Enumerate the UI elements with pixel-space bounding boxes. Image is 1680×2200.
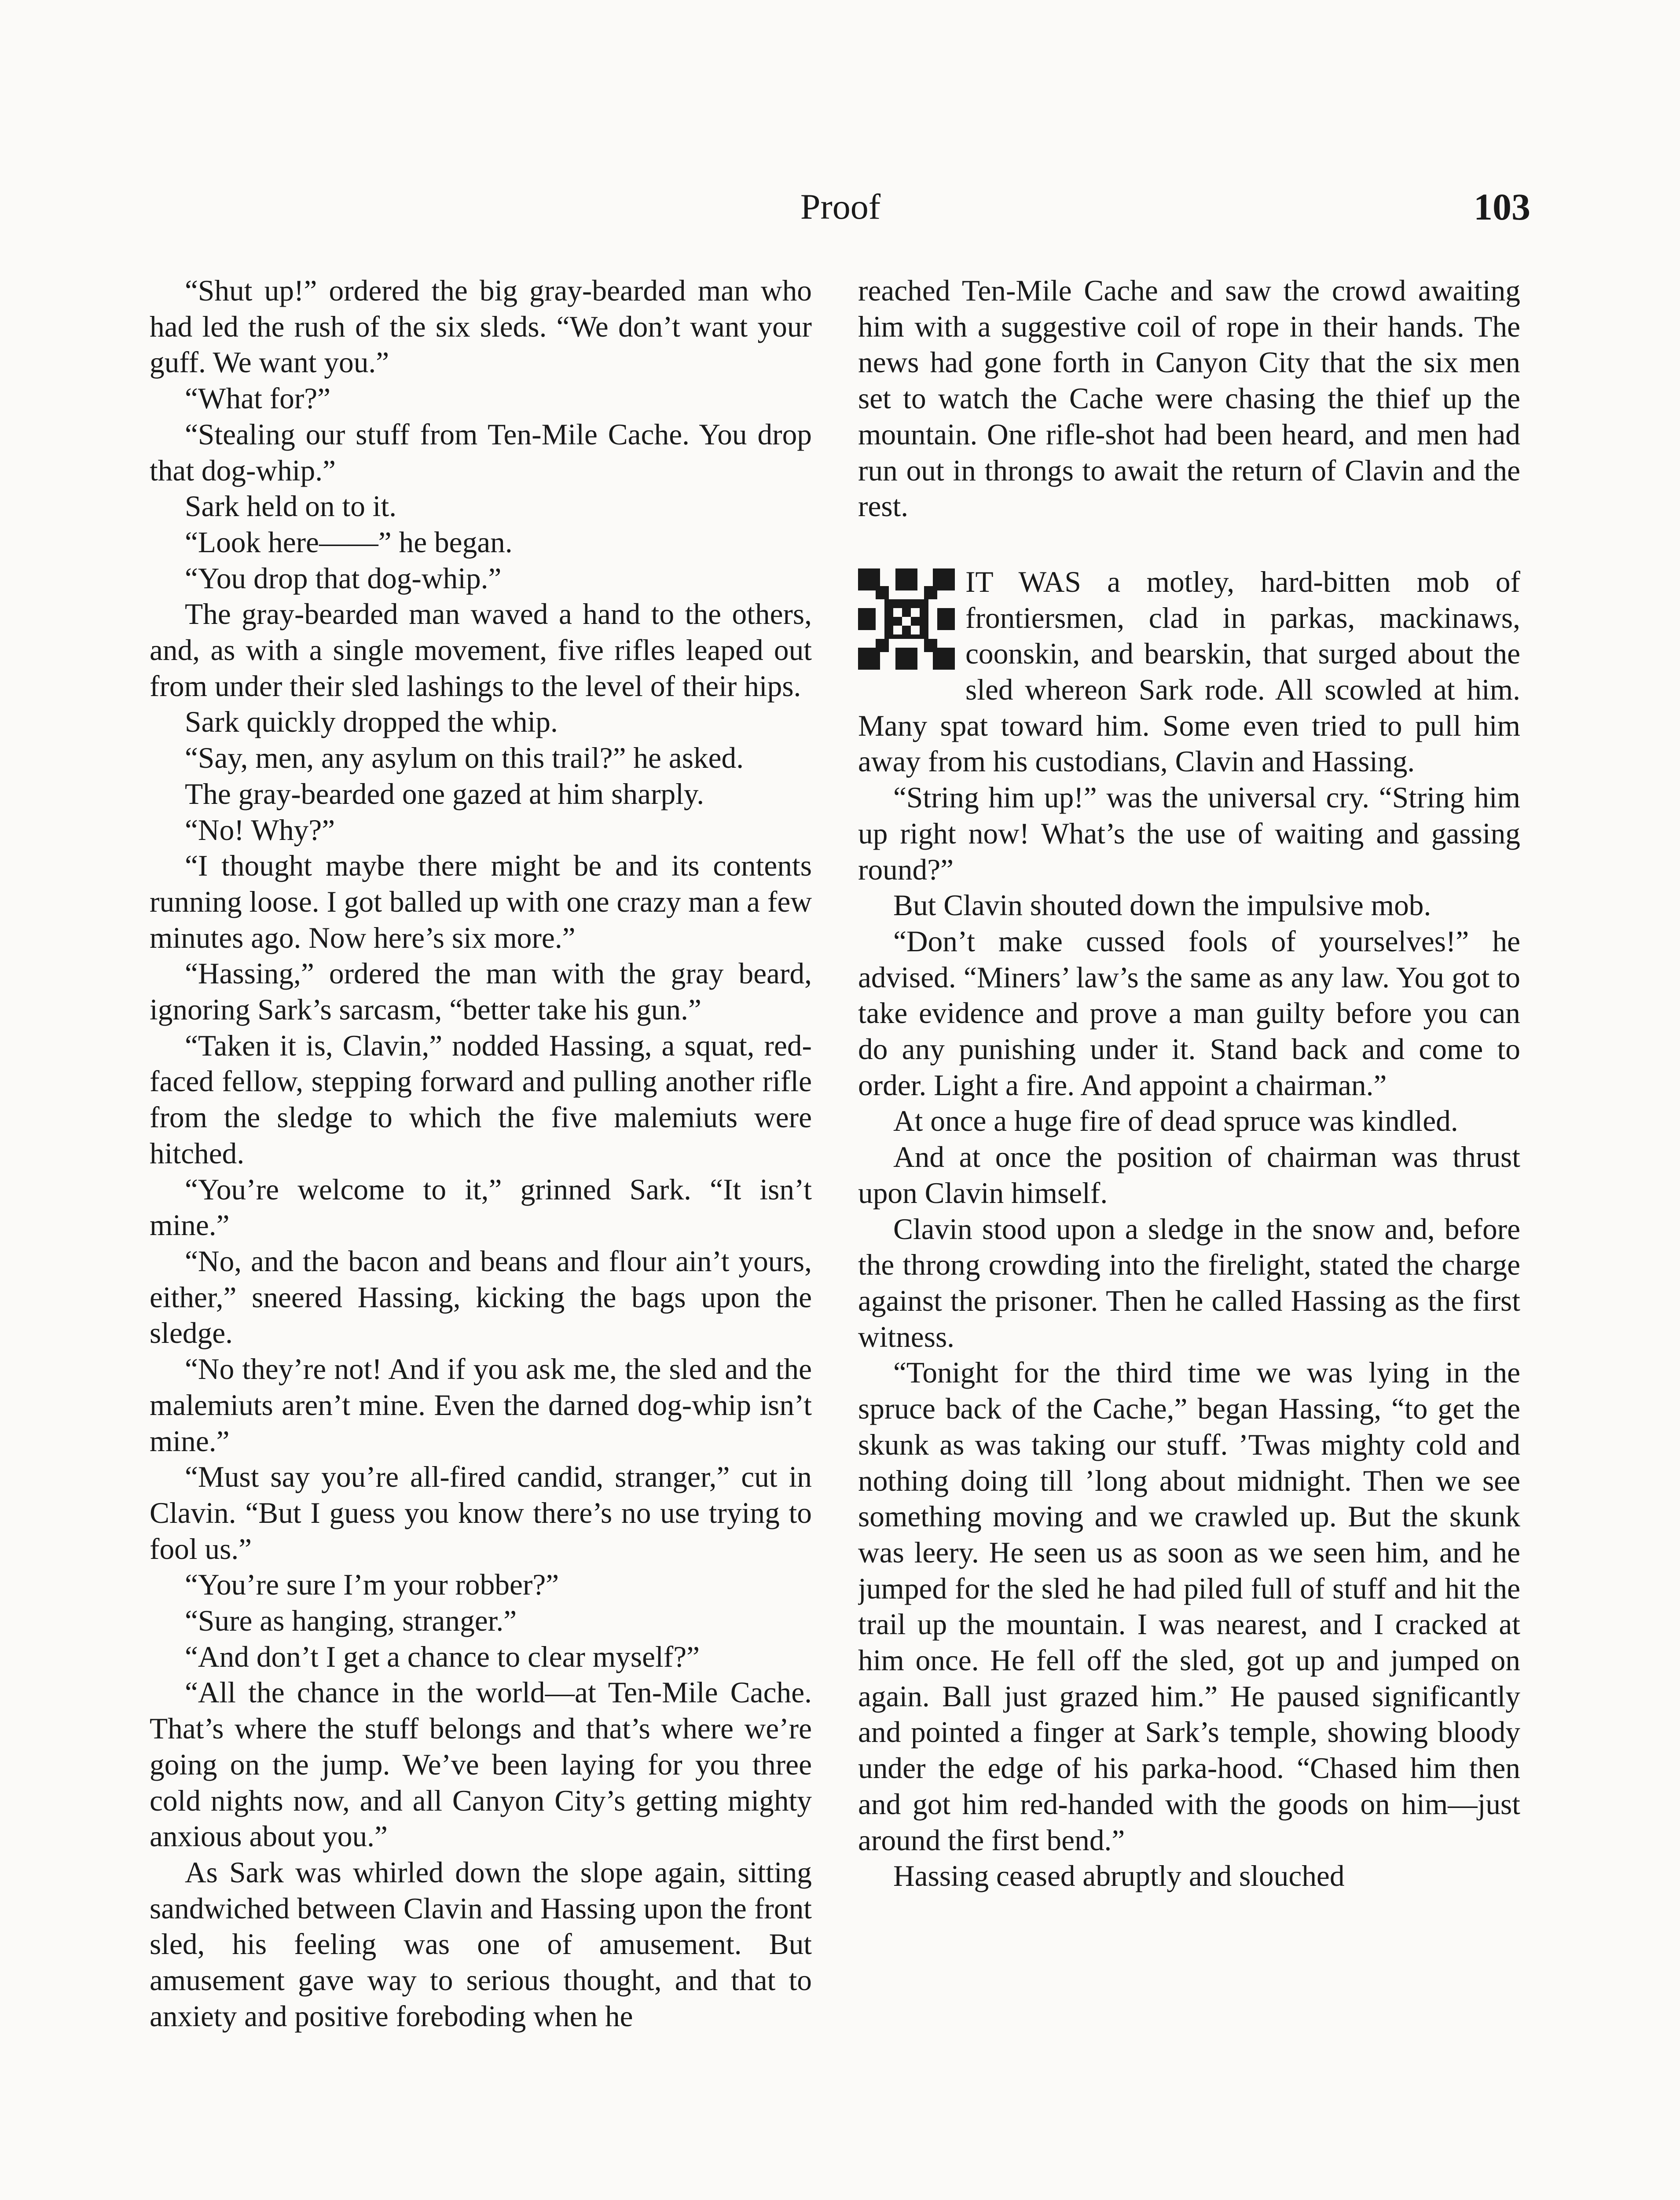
right-column xyxy=(858,273,1520,2200)
paragraph: But Clavin shouted down the impulsive mob. xyxy=(893,889,1431,922)
paragraph: “You’re sure I’m your robber?” xyxy=(185,1568,559,1602)
paragraph: “You drop that dog-whip.” xyxy=(185,561,502,595)
paragraph: At once a huge fire of dead spruce was kindled. xyxy=(893,1104,1458,1138)
paragraph: The gray-bearded one gazed at him sharply. xyxy=(185,777,704,810)
paragraph: Clavin stood upon a sledge in the snow and, before the throng crowding into the firelight, stated the charge against the prisoner. Then he called Hassing as the first witness. xyxy=(858,1212,1520,1353)
paragraph: “No! Why?” xyxy=(185,813,335,847)
paragraph: And at once the position of chairman was thrust upon Clavin himself. xyxy=(858,1140,1520,1210)
paragraph: Sark quickly dropped the whip. xyxy=(185,705,558,739)
paragraph: “Stealing our stuff from Ten-Mile Cache. You drop that dog-whip.” xyxy=(150,418,812,487)
paragraph: “Taken it is, Clavin,” nodded Hassing, a squat, red-faced fellow, stepping forward and pulling another rifle from the sledge to which the five malemiuts were hitched. xyxy=(150,1029,812,1170)
paragraph: “Say, men, any asylum on this trail?” he asked. xyxy=(185,741,744,775)
page-number: 103 xyxy=(1474,186,1530,228)
paragraph: “Look here——” he began. xyxy=(185,525,513,559)
paragraph: “No, and the bacon and beans and flour ain’t yours, either,” sneered Hassing, kicking the bags upon the sledge. xyxy=(150,1244,812,1350)
paragraph: “Tonight for the third time we was lying in the spruce back of the Cache,” began Hassing, “to get the skunk as was taking our stuff. ’Twas mighty cold and nothing doing till ’long about midnight. Then we see something moving and we crawled up. But the skunk was leery. He seen us as soon as we seen him, and he jumped for the sled he had piled full of stuff and hit the trail up the mountain. I was nearest, and I cracked at him once. He fell off the sled, got up and jumped on again. Ball just grazed him.” He paused significantly and pointed a finger at Sark’s temple, showing bloody under the edge of his parka-hood. “Chased him then and got him red-handed with the goods on him—just around the first bend.” xyxy=(858,1356,1520,1857)
paragraph: “Sure as hanging, stranger.” xyxy=(185,1604,517,1638)
paragraph: “All the chance in the world—at Ten-Mile Cache. That’s where the stuff belongs and that’s where we’re going on the jump. We’ve been laying for you three cold nights now, and all Canyon City’s getting mighty anxious about you.” xyxy=(150,1676,812,1853)
paragraph: The gray-bearded man waved a hand to the others, and, as with a single movement, five rifles leaped out from under their sled lashings to the level of their hips. xyxy=(150,598,812,703)
paragraph: Hassing ceased abruptly and slouched xyxy=(893,1859,1345,1893)
paragraph: “Hassing,” ordered the man with the gray beard, ignoring Sark’s sarcasm, “better take his gun.” xyxy=(150,957,812,1027)
paragraph: “No they’re not! And if you ask me, the sled and the malemiuts aren’t mine. Even the darned dog-whip isn’t mine.” xyxy=(150,1353,812,1458)
paragraph: “And don’t I get a chance to clear myself?” xyxy=(185,1640,700,1673)
paragraph: “Shut up!” ordered the big gray-bearded man who had led the rush of the six sleds. “We don’t want your guff. We want you.” xyxy=(150,274,812,379)
paragraph: As Sark was whirled down the slope again, sitting sandwiched between Clavin and Hassing upon the front sled, his feeling was one of amusement. But amusement gave way to serious thought, and that to anxiety and positive foreboding when he xyxy=(150,1855,812,2033)
page-header xyxy=(0,183,1680,235)
running-title: Proof xyxy=(800,187,881,227)
paragraph: “Must say you’re all-fired candid, stranger,” cut in Clavin. “But I guess you know there’s no use trying to fool us.” xyxy=(150,1460,812,1566)
ornament-icon xyxy=(858,568,955,670)
left-column xyxy=(150,273,812,2200)
paragraph: Sark held on to it. xyxy=(185,490,397,523)
section-first-paragraph: IT WAS a motley, hard-bitten mob of frontiersmen, clad in parkas, mackinaws, coonskin, and bearskin, that surged about the sled whereon Sark rode. All scowled at him. Many spat toward him. Some even tried to pull him away from his custodians, Clavin and Hassing. xyxy=(858,565,1520,778)
paragraph: “I thought maybe there might be and its contents running loose. I got balled up with one crazy man a few minutes ago. Now here’s six more.” xyxy=(150,849,812,954)
paragraph: “You’re welcome to it,” grinned Sark. “It isn’t mine.” xyxy=(150,1173,812,1242)
paragraph: “What for?” xyxy=(185,382,331,415)
section xyxy=(858,564,1520,780)
continued-paragraph: reached Ten-Mile Cache and saw the crowd awaiting him with a suggestive coil of rope in their hands. The news had gone forth in Canyon City that the six men set to watch the Cache were chasing the thief up the mountain. One rifle-shot had been heard, and men had run out in throngs to await the return of Clavin and the rest. xyxy=(858,274,1520,523)
paragraph: “Don’t make cussed fools of yourselves!” he advised. “Miners’ law’s the same as any law. You got to take evidence and prove a man guilty before you can do any punishing under it. Stand back and come to order. Light a fire. And appoint a chairman.” xyxy=(858,924,1520,1102)
paragraph: “String him up!” was the universal cry. “String him up right now! What’s the use of waiting and gassing round?” xyxy=(858,781,1520,886)
